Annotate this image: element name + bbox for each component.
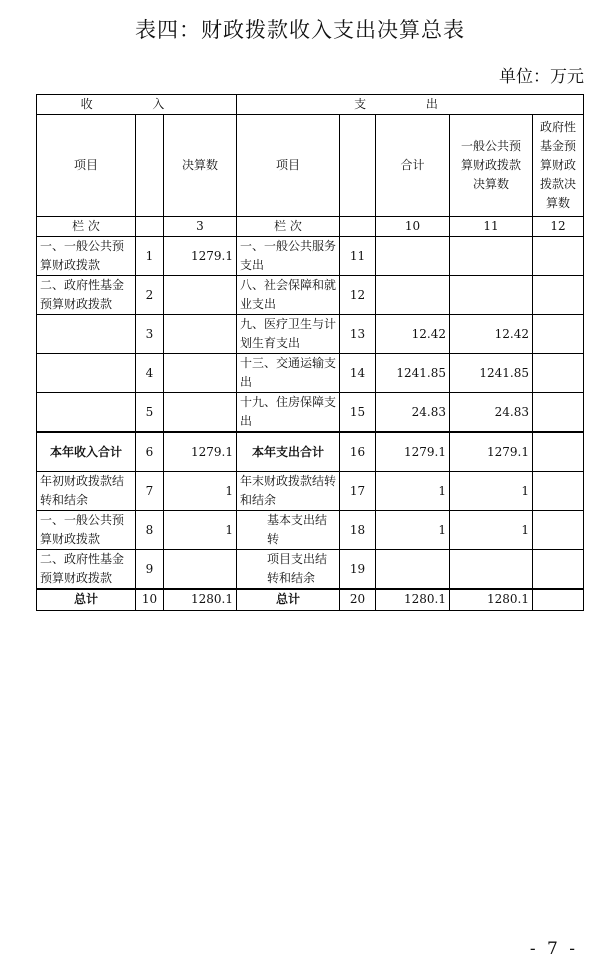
income-amount: 1: [164, 511, 237, 550]
expense-no: 14: [340, 354, 376, 393]
expense-general: 1: [450, 511, 533, 550]
expense-item: 十九、住房保障支出: [237, 393, 340, 433]
income-no: 4: [136, 354, 164, 393]
expense-general: 1241.85: [450, 354, 533, 393]
expense-no: 18: [340, 511, 376, 550]
expense-item: 十三、交通运输支出: [237, 354, 340, 393]
income-no: 3: [136, 315, 164, 354]
table-row: [37, 511, 584, 550]
expense-total: [376, 237, 450, 276]
expense-gov: [533, 550, 584, 590]
income-no: 8: [136, 511, 164, 550]
expense-column-label: 栏 次: [237, 217, 340, 237]
expense-gov: [533, 589, 584, 610]
expense-general: [450, 276, 533, 315]
expense-no: 13: [340, 315, 376, 354]
income-item: 年初财政拨款结转和结余: [37, 472, 136, 511]
income-no: 5: [136, 393, 164, 433]
income-item-header: 项目: [37, 115, 136, 217]
table-row: [37, 315, 584, 354]
expense-gov: [533, 354, 584, 393]
expense-item: 项目支出结转和结余: [237, 550, 340, 590]
table-row-total: [37, 589, 584, 610]
income-no: 1: [136, 237, 164, 276]
income-item: 一、一般公共预算财政拨款: [37, 237, 136, 276]
expense-general: 1279.1: [450, 432, 533, 472]
expense-total: 1: [376, 472, 450, 511]
budget-table: [36, 94, 584, 611]
expense-total: 12.42: [376, 315, 450, 354]
expense-total: [376, 550, 450, 590]
expense-item: 年末财政拨款结转和结余: [237, 472, 340, 511]
expense-total: 1241.85: [376, 354, 450, 393]
expense-no: 11: [340, 237, 376, 276]
expense-no: 20: [340, 589, 376, 610]
expense-item: 九、医疗卫生与计划生育支出: [237, 315, 340, 354]
income-column-label: 栏 次: [37, 217, 136, 237]
income-item: [37, 393, 136, 433]
income-amount: [164, 315, 237, 354]
expense-header: 支 出: [237, 95, 584, 115]
expense-general: [450, 550, 533, 590]
expense-total: 1279.1: [376, 432, 450, 472]
expense-no-header: [340, 115, 376, 217]
income-item: 总计: [37, 589, 136, 610]
table-row: [37, 393, 584, 433]
expense-gov: [533, 315, 584, 354]
income-item: 二、政府性基金预算财政拨款: [37, 550, 136, 590]
gov-fund-header: 政府性基金预算财政拨款决算数: [533, 115, 584, 217]
income-amount: 1: [164, 472, 237, 511]
expense-item: 基本支出结转: [237, 511, 340, 550]
expense-gov: [533, 237, 584, 276]
expense-gov: [533, 393, 584, 433]
income-amount: 1279.1: [164, 237, 237, 276]
income-amount: [164, 354, 237, 393]
income-no: 9: [136, 550, 164, 590]
income-blank-col: [136, 217, 164, 237]
income-header: 收 入: [37, 95, 237, 115]
table-row: [37, 237, 584, 276]
expense-gov: [533, 432, 584, 472]
income-item: [37, 315, 136, 354]
expense-general: 24.83: [450, 393, 533, 433]
income-no: 2: [136, 276, 164, 315]
expense-total: [376, 276, 450, 315]
page-title: 表四：财政拨款收入支出决算总表: [135, 18, 465, 42]
income-amount: [164, 550, 237, 590]
income-item: 本年收入合计: [37, 432, 136, 472]
expense-general: 1: [450, 472, 533, 511]
income-item: 一、一般公共预算财政拨款: [37, 511, 136, 550]
expense-blank-col: [340, 217, 376, 237]
expense-no: 19: [340, 550, 376, 590]
income-item: 二、政府性基金预算财政拨款: [37, 276, 136, 315]
col-11: 11: [450, 217, 533, 237]
expense-item: 一、一般公共服务支出: [237, 237, 340, 276]
income-no: 6: [136, 432, 164, 472]
expense-general: [450, 237, 533, 276]
expense-gov: [533, 276, 584, 315]
income-amount: 1279.1: [164, 432, 237, 472]
expense-no: 17: [340, 472, 376, 511]
page-number: - 7 -: [529, 939, 578, 959]
income-amount: [164, 276, 237, 315]
income-col-3: 3: [164, 217, 237, 237]
income-no: 10: [136, 589, 164, 610]
table-row: [37, 472, 584, 511]
expense-general: 1280.1: [450, 589, 533, 610]
expense-item: 八、社会保障和就业支出: [237, 276, 340, 315]
expense-gov: [533, 511, 584, 550]
table-row: [37, 354, 584, 393]
total-header: 合计: [376, 115, 450, 217]
expense-item: 本年支出合计: [237, 432, 340, 472]
expense-no: 16: [340, 432, 376, 472]
expense-item: 总计: [237, 589, 340, 610]
table-row-subtotal: [37, 432, 584, 472]
income-no: 7: [136, 472, 164, 511]
expense-no: 15: [340, 393, 376, 433]
expense-total: 1280.1: [376, 589, 450, 610]
income-no-header: [136, 115, 164, 217]
table-row: [37, 550, 584, 590]
col-12: 12: [533, 217, 584, 237]
unit-label: 单位：万元: [499, 67, 584, 87]
income-amount-header: 决算数: [164, 115, 237, 217]
col-10: 10: [376, 217, 450, 237]
expense-total: 24.83: [376, 393, 450, 433]
general-budget-header: 一般公共预算财政拨款决算数: [450, 115, 533, 217]
income-amount: 1280.1: [164, 589, 237, 610]
income-item: [37, 354, 136, 393]
expense-item-header: 项目: [237, 115, 340, 217]
expense-general: 12.42: [450, 315, 533, 354]
expense-no: 12: [340, 276, 376, 315]
expense-gov: [533, 472, 584, 511]
table-row: [37, 276, 584, 315]
income-amount: [164, 393, 237, 433]
expense-total: 1: [376, 511, 450, 550]
